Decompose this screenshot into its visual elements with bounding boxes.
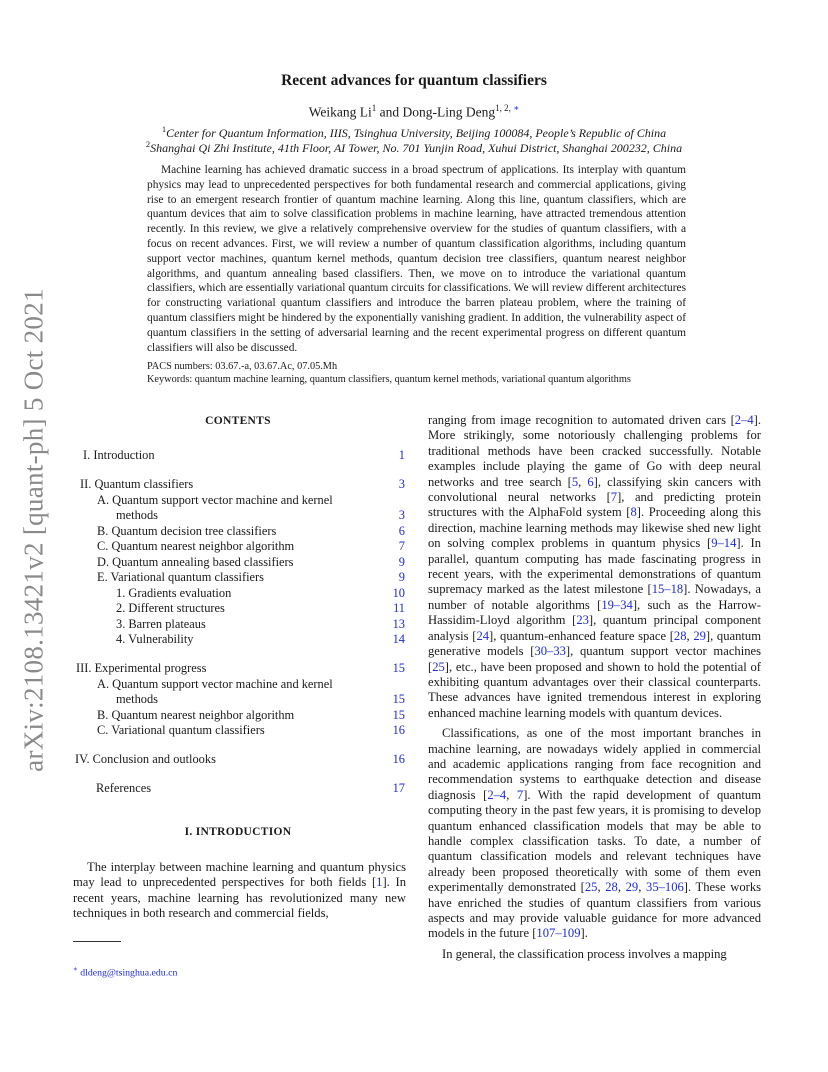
paper-title: Recent advances for quantum classifiers <box>281 72 547 89</box>
author-1-affil-marker: 1 <box>371 103 377 113</box>
keywords: Keywords: quantum machine learning, quantum classifiers, quantum kernel methods, variational quantum algorithms <box>147 374 631 385</box>
general-paragraph: In general, the classification process involves a mapping <box>442 946 727 961</box>
citation-link[interactable]: 25 <box>584 880 598 895</box>
citation-link[interactable]: 25 <box>432 659 445 674</box>
citation-link[interactable]: 19–34 <box>601 597 633 612</box>
citation-link[interactable]: 35–106 <box>646 880 684 895</box>
classification-paragraph: Classifications, as one of the most important branches in machine learning, are nowadays widely applied in commercial and academic applications ranging from face recognition and recommendation systems to earthquake detection and disease diagnosis [2–4, 7]. With the rapid development of quantum computing theory in the past few years, it is promising to develop quantum enhanced classification models that may be able to handle complex classification tasks. To date, a number of quantum classification models and relevant techniques have already been proposed theoretically with some of them even experimentally demonstrated [25, 28, 29, 35–106]. These works have enriched the studies of quantum classifiers from various aspects and may provide valuable guidance for more advanced models in the future [107–109]. <box>428 726 762 941</box>
section-heading-introduction: I. INTRODUCTION <box>184 826 292 838</box>
toc-page-link[interactable]: 6 <box>398 523 405 538</box>
toc-page-link[interactable]: 15 <box>392 692 405 706</box>
toc-page-link[interactable]: 15 <box>392 661 405 675</box>
toc-page-link[interactable]: 9 <box>398 570 405 584</box>
footnote-marker: ∗ <box>73 965 78 973</box>
corresponding-author-link[interactable]: ∗ <box>513 103 520 113</box>
toc-entry[interactable]: C. Variational quantum classifiers 16 <box>97 723 405 737</box>
toc-entry[interactable]: IV. Conclusion and outlooks 16 <box>75 752 405 766</box>
citation-link[interactable]: 107–109 <box>536 926 581 941</box>
citation-link[interactable]: 29 <box>625 880 639 895</box>
citation-link[interactable]: 8 <box>630 505 637 520</box>
author-1: Weikang Li <box>308 104 372 120</box>
table-of-contents <box>73 448 405 797</box>
citation-link[interactable]: 9–14 <box>711 536 737 551</box>
toc-page-link[interactable]: 10 <box>392 585 405 600</box>
toc-page-link[interactable]: 13 <box>392 616 405 631</box>
abstract: Machine learning has achieved dramatic success in a broad spectrum of applications. Its interplay with quantum physics may lead to unprecedented perspectives for both fundamental research and commercial applications, giving rise to an emergent research frontier of quantum machine learning. Along this line, quantum classifiers, which are quantum devices that aim to solve classification problems in machine learning, have attracted tremendous attention recently. In this review, we give a relatively comprehensive overview for the studies of quantum classifiers, with a focus on recent advances. First, we will review a number of quantum classification algorithms, including quantum support vector machines, quantum kernel methods, quantum decision tree classifiers, quantum nearest neighbor algorithms, and quantum annealing based classifiers. Then, we move on to introduce the variational quantum classifiers, which are essentially variational quantum circuits for classifications. We will review different architectures for constructing variational quantum classifiers and introduce the barren plateau problem, where the training of quantum classifiers might be hindered by the exponentially vanishing gradient. In addition, the vulnerability aspect of quantum classifiers in the setting of adversarial learning and the recent experimental progress on different quantum classifiers will also be discussed. <box>147 164 686 354</box>
author-2: Dong-Ling Deng <box>402 104 496 120</box>
toc-page-link[interactable]: 3 <box>398 508 405 522</box>
citation-link[interactable]: 28 <box>673 628 687 643</box>
toc-entry[interactable]: A. Quantum support vector machine and kernel <box>97 676 333 691</box>
toc-page-link[interactable]: 3 <box>398 477 405 491</box>
toc-page-link[interactable]: 14 <box>392 632 405 646</box>
toc-page-link[interactable]: 9 <box>398 554 405 569</box>
toc-page-link[interactable]: 16 <box>392 752 405 766</box>
toc-entry[interactable]: methods 15 <box>116 692 405 706</box>
toc-entry[interactable]: III. Experimental progress 15 <box>76 661 405 675</box>
intro-paragraph-left: The interplay between machine learning and quantum physics may lead to unprecedented perspectives for both fields [1]. In recent years, machine learning has revolutionized many new techniques in both research and commercial fields, <box>73 860 406 921</box>
author-line <box>0 103 828 121</box>
toc-entry[interactable]: D. Quantum annealing based classifiers 9 <box>97 554 405 569</box>
right-column <box>428 413 761 962</box>
citation-link[interactable]: 2–4 <box>734 413 754 427</box>
citation-link[interactable]: 2–4 <box>487 787 507 802</box>
toc-entry[interactable]: 4. Vulnerability 14 <box>116 632 405 646</box>
citation-link[interactable]: 5 <box>571 474 579 489</box>
toc-page-link[interactable]: 7 <box>398 539 405 553</box>
citation-link[interactable]: 28 <box>605 880 618 895</box>
arxiv-sidebar-stamp <box>14 0 54 1072</box>
footnote-rule <box>73 941 121 942</box>
intro-paragraph-continued: ranging from image recognition to automated driven cars [2–4]. More strikingly, some notoriously challenging problems for traditional methods have been cracked successfully. Notable examples include playing the game of Go with deep neural networks and tree search [5, 6], classifying skin cancers with convolutional neural networks [7], and predicting protein structures with the AlphaFold system [8]. Proceeding along this direction, machine learning methods may likewise shed new light on solving complex problems in quantum physics [9–14]. In parallel, quantum computing has made fascinating progress in recent years, with the experimental demonstrations of quantum supremacy marked as the latest milestone [15–18]. Nowadays, a number of notable algorithms [19–34], such as the Harrow-Hassidim-Lloyd algorithm [23], quantum principal component analysis [24], quantum-enhanced feature space [28, 29], quantum generative models [30–33], quantum support vector machines [25], etc., have been proposed and shown to hold the potential of exhibiting quantum advantages over their classical counterparts. These advances have ignited tremendous interest in exploring enhanced machine learning models with quantum devices. <box>428 413 762 720</box>
toc-page-link[interactable]: 15 <box>392 707 405 722</box>
toc-entry[interactable]: References 17 <box>96 781 405 795</box>
footnote <box>73 965 177 978</box>
citation-link[interactable]: 15–18 <box>651 582 684 597</box>
affiliation-1: $^1$Center for Quantum Information, IIIS, Tsinghua University, Beijing 100084, People’s Republic of China <box>161 124 667 140</box>
toc-entry[interactable]: I. Introduction 1 <box>83 448 405 462</box>
contents-heading: CONTENTS <box>205 415 271 427</box>
toc-entry[interactable]: C. Quantum nearest neighbor algorithm 7 <box>97 539 405 553</box>
toc-entry[interactable]: A. Quantum support vector machine and kernel <box>97 492 333 507</box>
citation-link[interactable]: 23 <box>576 613 589 628</box>
toc-entry[interactable]: E. Variational quantum classifiers 9 <box>97 570 405 584</box>
pacs-numbers: PACS numbers: 03.67.-a, 03.67.Ac, 07.05.Mh <box>147 361 338 372</box>
citation-link[interactable]: 7 <box>610 490 618 505</box>
toc-page-link[interactable]: 11 <box>393 601 405 615</box>
author-conjunction: and <box>379 104 400 120</box>
toc-entry[interactable]: 3. Barren plateaus 13 <box>116 616 405 631</box>
author-2-affil-marker: 1, 2, ∗ <box>495 103 520 113</box>
toc-entry[interactable]: B. Quantum nearest neighbor algorithm 15 <box>97 707 405 722</box>
toc-page-link[interactable]: 1 <box>398 448 405 462</box>
toc-entry[interactable]: 1. Gradients evaluation 10 <box>116 585 405 600</box>
citation-link[interactable]: 24 <box>476 628 490 643</box>
email-link[interactable]: dldeng@tsinghua.edu.cn <box>80 967 178 979</box>
toc-page-link[interactable]: 16 <box>392 723 405 737</box>
toc-entry[interactable]: B. Quantum decision tree classifiers 6 <box>97 523 405 538</box>
citation-link[interactable]: 30–33 <box>534 644 566 659</box>
citation-link[interactable]: 1 <box>376 875 383 890</box>
toc-entry[interactable]: II. Quantum classifiers 3 <box>80 477 405 491</box>
arxiv-identifier: arXiv:2108.13421v2 [quant-ph] 5 Oct 2021 <box>18 288 49 772</box>
citation-link[interactable]: 29 <box>693 628 706 643</box>
citation-link[interactable]: 7 <box>516 787 524 802</box>
toc-page-link[interactable]: 17 <box>392 781 405 795</box>
toc-entry[interactable]: methods 3 <box>116 508 405 522</box>
affiliation-2: $^2$Shanghai Qi Zhi Institute, 41th Floor, AI Tower, No. 701 Yunjin Road, Xuhui District, Shanghai 200232, China <box>145 139 683 155</box>
toc-entry[interactable]: 2. Different structures 11 <box>116 601 405 615</box>
citation-link[interactable]: 6 <box>587 474 594 489</box>
